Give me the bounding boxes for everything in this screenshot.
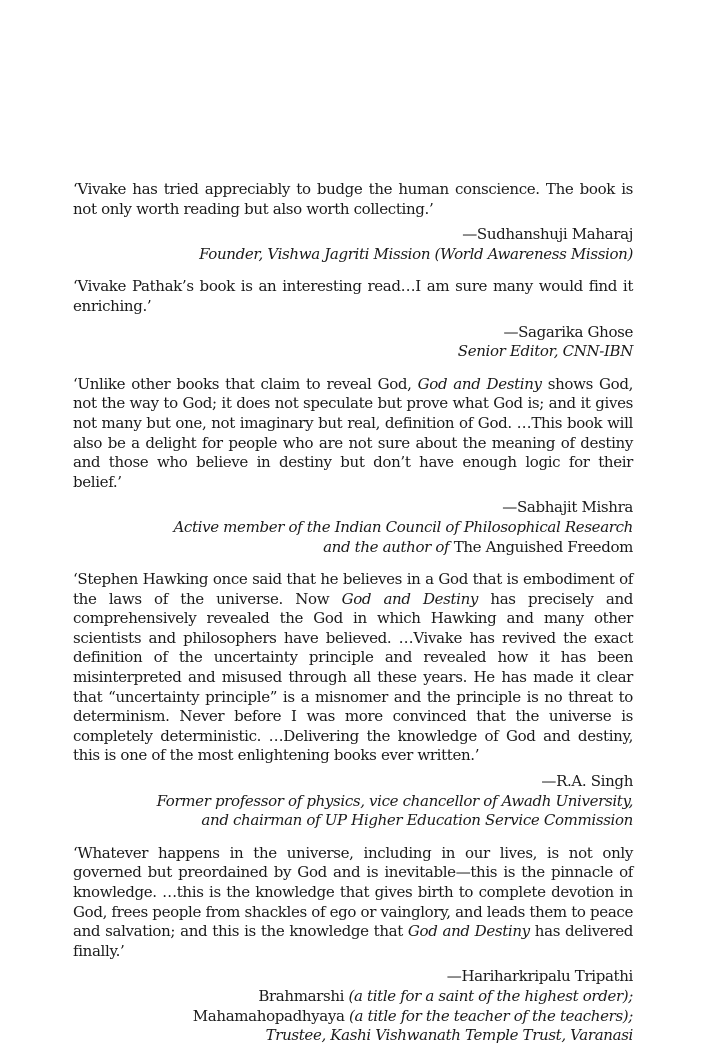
testimonial-role: Founder, Vishwa Jagriti Mission (World Awareness Mission) (199, 244, 633, 263)
testimonial-author: —Sabhajit Mishra (502, 498, 633, 517)
testimonial-quote: ‘Vivake Pathak’s book is an interesting read…I am sure many would find it enriching.’ (73, 277, 633, 315)
testimonial-4 (73, 570, 633, 831)
book-title: God and Destiny (407, 922, 530, 941)
role-text: and the author of (323, 537, 454, 556)
testimonial-attribution (73, 772, 633, 831)
testimonial-3 (73, 375, 633, 557)
quote-text: shows God, not the way to God; it does not speculate but prove what God is; and it gives not many but one, not imaginary but real, definition of God. …This book will also be a delight for people who are not sure about the meaning of destiny and those who believe in destiny but don’t have enough logic for their belief.’ (73, 374, 634, 491)
testimonial-attribution (73, 498, 633, 557)
testimonial-attribution (73, 967, 633, 1045)
testimonial-quote (73, 570, 633, 766)
testimonial-role: Trustee, Kashi Vishwanath Temple Trust, Varanasi (265, 1026, 633, 1045)
testimonial-quote (73, 844, 633, 962)
quote-text: ‘Unlike other books that claim to reveal God, (73, 374, 418, 393)
testimonial-author: —Hariharkripalu Tripathi (446, 967, 633, 986)
testimonial-role: Senior Editor, CNN-IBN (457, 342, 633, 361)
testimonial-title (73, 987, 633, 1007)
testimonial-role: Former professor of physics, vice chancellor of Awadh University, (156, 791, 633, 810)
testimonial-2 (73, 277, 633, 361)
testimonials-page (73, 180, 633, 1059)
title-description: (a title for a saint of the highest order); (348, 986, 633, 1005)
testimonial-attribution (73, 323, 633, 362)
book-title: God and Destiny (341, 589, 479, 608)
testimonial-role (73, 538, 633, 558)
quote-text: has delivered finally.’ (73, 922, 633, 960)
title-text: Brahmarshi (258, 986, 349, 1005)
testimonial-role: and chairman of UP Higher Education Service Commission (201, 811, 633, 830)
testimonial-author: —R.A. Singh (541, 772, 633, 791)
testimonial-attribution (73, 225, 633, 264)
title-description: (a title for the teacher of the teachers); (349, 1006, 633, 1025)
quote-text: has precisely and comprehensively revealed the God in which Hawking and many other scientists and philosophers have believed. …Vivake has revived the exact definition of the uncertainty principle and revealed how it has been misinterpreted and misused through all these years. He has made it clear that “uncertainty principle” is a misnomer and the principle is no threat to determinism. Never before I was more convinced that the universe is completely deterministic. …Delivering the knowledge of God and destiny, this is one of the most enlightening books ever written.’ (73, 589, 634, 765)
testimonial-title (73, 1007, 633, 1027)
quote-text: ‘Stephen Hawking once said that he believes in a God that is embodiment of the laws of the universe. Now (73, 570, 633, 608)
testimonial-author: —Sagarika Ghose (503, 322, 633, 341)
testimonial-role: Active member of the Indian Council of Philosophical Research (173, 517, 633, 536)
book-title: The Anguished Freedom (453, 537, 633, 556)
testimonial-5 (73, 844, 633, 1046)
testimonial-1 (73, 180, 633, 264)
testimonial-author: —Sudhanshuji Maharaj (462, 225, 633, 244)
quote-text: ‘Whatever happens in the universe, including in our lives, is not only governed but preordained by God and is inevitable—this is the pinnacle of knowledge. …this is the knowledge that gives birth to complete devotion in God, frees people from shackles of ego or vainglory, and leads them to peace and salvation; and this is the knowledge that (73, 843, 633, 941)
title-text: Mahamahopadhyaya (192, 1006, 350, 1025)
testimonial-quote: ‘Vivake has tried appreciably to budge the human conscience. The book is not only worth reading but also worth collecting.’ (73, 180, 633, 218)
testimonial-quote (73, 375, 633, 493)
book-title: God and Destiny (417, 374, 542, 393)
